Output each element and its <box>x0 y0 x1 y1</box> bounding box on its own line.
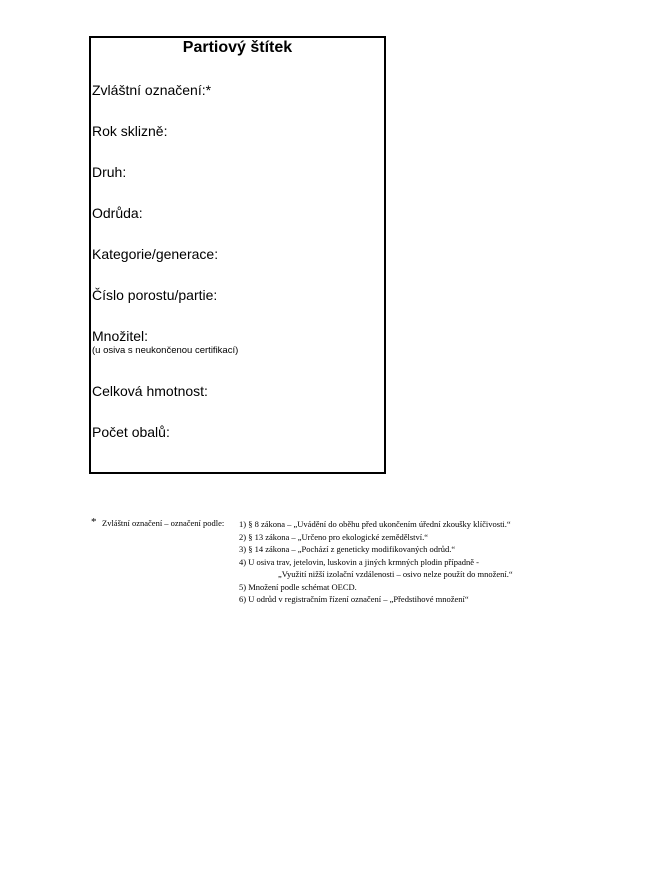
footnote-item: 3) § 14 zákona – „Pochází z geneticky modifikovaných odrůd.“ <box>239 544 456 554</box>
field-category-generation: Kategorie/generace: <box>92 246 219 262</box>
footnote-item: 1) § 8 zákona – „Uvádění do oběhu před ukončením úřední zkoušky klíčivosti.“ <box>239 519 511 529</box>
field-special-designation: Zvláštní označení:* <box>92 82 212 98</box>
field-harvest-year: Rok sklizně: <box>92 123 168 139</box>
label-title: Partiový štítek <box>182 39 293 56</box>
footnote-item-continuation: „Využití nižší izolační vzdálenosti – osivo nelze použít do množení.“ <box>278 569 513 579</box>
field-species: Druh: <box>92 164 127 180</box>
multiplier-note: (u osiva s neukončenou certifikací) <box>92 345 239 356</box>
footnote-item: 6) U odrůd v registračním řízení označení – „Předstihové množení“ <box>239 594 469 604</box>
field-package-count: Počet obalů: <box>92 424 170 440</box>
field-multiplier: Množitel: <box>92 328 149 344</box>
footnote-list <box>239 518 513 606</box>
field-crop-lot-number: Číslo porostu/partie: <box>92 287 218 303</box>
footnote-item: 2) § 13 zákona – „Určeno pro ekologické zemědělství.“ <box>239 531 429 542</box>
footnote-item: 4) U osiva trav, jetelovin, luskovin a jiných krmných plodin případně - <box>239 556 479 567</box>
field-variety: Odrůda: <box>92 205 143 221</box>
lot-label-box <box>89 36 386 474</box>
field-total-weight: Celková hmotnost: <box>92 383 208 399</box>
footnote-marker: * <box>91 516 97 528</box>
footnote-item: 5) Množení podle schémat OECD. <box>239 581 357 592</box>
footnote-lead: Zvláštní označení – označení podle: <box>102 518 225 528</box>
